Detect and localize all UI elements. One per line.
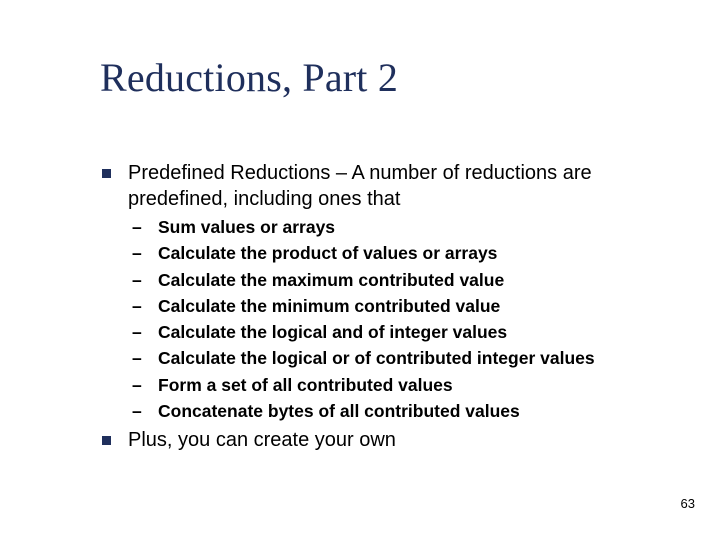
list-item-label: Calculate the minimum contributed value xyxy=(158,295,501,316)
slide-title: Reductions, Part 2 xyxy=(100,55,399,100)
bullet-predefined-reductions xyxy=(128,160,592,212)
dash-marker: – xyxy=(132,243,142,264)
bullet-create-your-own: Plus, you can create your own xyxy=(128,429,396,451)
dash-marker: – xyxy=(132,217,142,237)
dash-marker: – xyxy=(132,322,142,343)
dash-marker: – xyxy=(132,374,142,395)
list-item-label: Sum values or arrays xyxy=(158,217,336,237)
page-number: 63 xyxy=(680,496,695,511)
bullet-square-icon xyxy=(102,436,111,445)
list-item-label: Calculate the product of values or arrays xyxy=(158,243,498,264)
dash-marker: – xyxy=(132,348,142,369)
dash-marker: – xyxy=(132,401,142,422)
bullet-line: predefined, including ones that xyxy=(128,188,401,210)
dash-marker: – xyxy=(132,269,142,290)
list-item-label: Concatenate bytes of all contributed values xyxy=(158,401,520,422)
list-item-label: Calculate the maximum contributed value xyxy=(158,269,505,290)
dash-marker: – xyxy=(132,295,142,316)
bullet-line: Predefined Reductions – A number of reductions are xyxy=(128,162,592,184)
list-item-label: Calculate the logical or of contributed integer values xyxy=(158,348,595,369)
list-item-label: Calculate the logical and of integer values xyxy=(158,322,508,343)
bullet-square-icon xyxy=(102,169,111,178)
list-item-label: Form a set of all contributed values xyxy=(158,374,453,395)
